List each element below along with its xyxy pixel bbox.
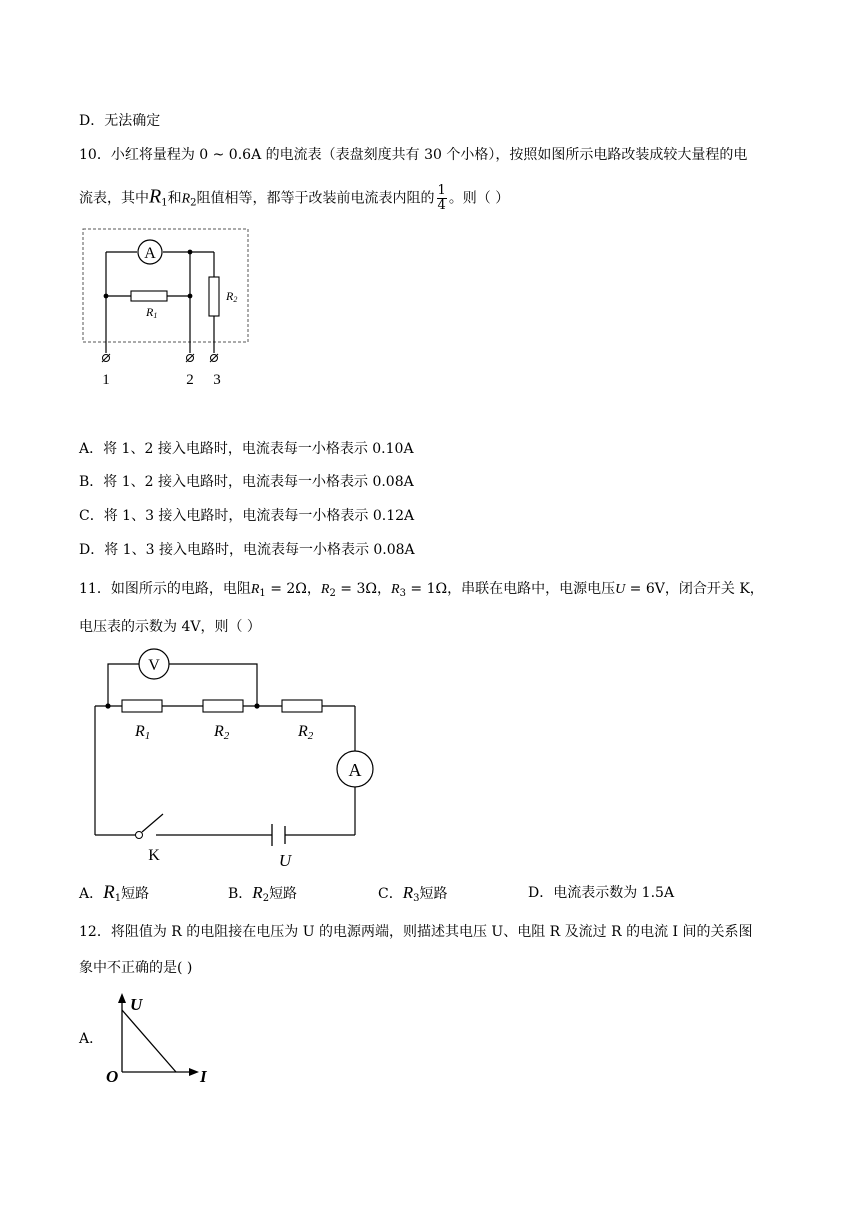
q11-r2-subscript: 2 xyxy=(329,588,336,599)
q10-stem-text-a: 流表，其中 xyxy=(79,190,149,207)
q12-line xyxy=(122,1010,176,1072)
q10-stem-text-c: 阻值相等，都等于改装前电流表内阻的 xyxy=(196,190,435,207)
q12-stem-line2: 象中不正确的是( ) xyxy=(79,960,193,976)
q11-r3-symbol: R xyxy=(391,582,400,597)
q11-r1-label: R1 xyxy=(135,723,151,742)
q11-switch-label: K xyxy=(148,847,160,864)
q12-x-axis-label: I xyxy=(200,1067,207,1086)
q10-terminal-3-label: 3 xyxy=(213,372,221,388)
q10-stem-line1: 10．小红将量程为 0 ~ 0.6A 的电流表（表盘刻度共有 30 个小格），按照如图所示电路改装成较大量程的电 xyxy=(79,147,748,163)
q11-u-symbol: U xyxy=(615,582,626,597)
q11-option-b: B．$R_2$短路 xyxy=(228,883,298,904)
q10-r2-label: R2 xyxy=(226,289,238,304)
q12-option-a-label: A． xyxy=(79,1031,104,1047)
q11-voltmeter-label: V xyxy=(148,657,160,674)
q11-option-c: C．$R_3$短路 xyxy=(378,883,448,904)
q11-r1-symbol: R xyxy=(250,582,260,597)
q11-stem-text-b: ，串联在电路中，电源电压 xyxy=(447,581,616,597)
q11-r1-value: = 2Ω xyxy=(265,581,307,597)
q10-r2-subscript: 2 xyxy=(190,197,197,209)
q11-r3-value: = 1Ω xyxy=(405,581,448,597)
q11-r3-subscript: 3 xyxy=(399,588,406,599)
q11-r2-value: = 3Ω xyxy=(335,581,378,597)
q10-r1-label: R1 xyxy=(146,305,158,320)
q11-sep2: ， xyxy=(377,581,392,597)
q11-option-a: A．$R_1$短路 xyxy=(79,882,150,904)
q11-sep1: ， xyxy=(306,581,321,597)
q12-y-arrow-icon xyxy=(118,993,126,1003)
q10-r2-symbol: R xyxy=(181,191,191,207)
q11-r2-symbol: R xyxy=(320,582,330,597)
q10-option-c: C．将 1、3 接入电路时，电流表每一小格表示 0.12A xyxy=(79,508,415,524)
q11-r1-subscript: 1 xyxy=(259,588,266,599)
q10-option-d: D．将 1、3 接入电路时，电流表每一小格表示 0.08A xyxy=(79,542,415,558)
q10-fraction-numerator: 1 xyxy=(437,183,446,198)
q11-ammeter-label: A xyxy=(348,760,362,780)
q11-r3-label: R2 xyxy=(298,723,314,742)
q11-stem-text-a: 11．如图所示的电路，电阻 xyxy=(79,581,251,597)
q10-ammeter-label: A xyxy=(144,245,156,262)
q12-stem-line1: 12．将阻值为 R 的电阻接在电压为 U 的电源两端，则描述其电压 U、电阻 R 及流过 R 的电流 I 间的关系图 xyxy=(79,924,753,940)
q10-option-b: B．将 1、2 接入电路时，电流表每一小格表示 0.08A xyxy=(79,474,414,490)
q12-x-arrow-icon xyxy=(189,1068,199,1076)
q11-stem-text-c: = 6V，闭合开关 K， xyxy=(625,581,764,597)
q10-stem-text-d: 。则（ ） xyxy=(448,190,510,207)
q11-r2-label: R2 xyxy=(214,723,230,742)
q12-y-axis-label: U xyxy=(130,995,143,1014)
q11-option-d: D．电流表示数为 1.5A xyxy=(528,885,675,901)
q10-fraction-denominator: 4 xyxy=(437,198,446,213)
q10-r1-symbol: R xyxy=(149,185,162,208)
q10-stem-text-b: 和 xyxy=(167,190,182,207)
q10-option-a: A．将 1、2 接入电路时，电流表每一小格表示 0.10A xyxy=(79,441,414,457)
q12-origin-label: O xyxy=(106,1067,119,1086)
q11-stem-line2: 电压表的示数为 4V，则（ ） xyxy=(79,619,261,635)
q10-terminal-1-label: 1 xyxy=(102,372,110,388)
q9-option-d: D．无法确定 xyxy=(79,113,161,129)
q11-source-label: U xyxy=(278,851,292,870)
q10-terminal-2-label: 2 xyxy=(186,372,194,388)
q10-r1-subscript: 1 xyxy=(161,197,168,209)
